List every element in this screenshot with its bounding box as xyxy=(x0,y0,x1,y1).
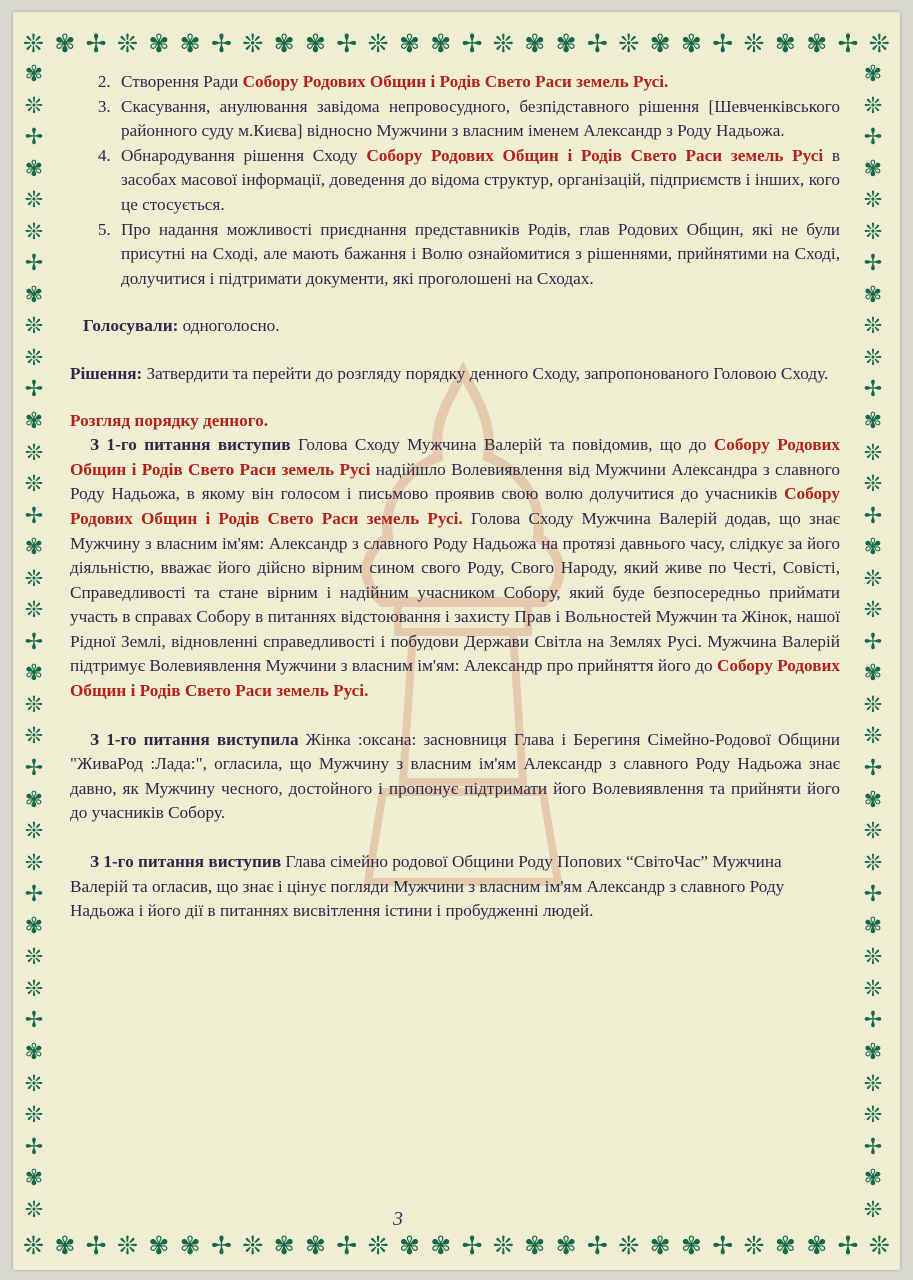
ornament-glyph: ✢ xyxy=(336,1230,358,1260)
ornament-glyph: ✢ xyxy=(210,1230,232,1260)
ornament-glyph: ❊ xyxy=(743,1230,765,1260)
ornament-glyph: ✢ xyxy=(863,1008,883,1034)
ornament-glyph: ✾ xyxy=(430,28,452,58)
ornament-border-top xyxy=(23,28,890,58)
vote-line xyxy=(70,314,840,339)
ornament-glyph: ✾ xyxy=(863,1166,883,1192)
ornament-glyph: ❊ xyxy=(863,692,883,718)
ornament-glyph: ❊ xyxy=(24,314,44,340)
ornament-glyph: ❊ xyxy=(23,28,44,58)
ornament-glyph: ✾ xyxy=(774,1230,796,1260)
ornament-glyph: ✢ xyxy=(863,629,883,655)
ornament-glyph: ❊ xyxy=(868,28,890,58)
ornament-glyph: ❊ xyxy=(24,472,44,498)
ornament-glyph: ✢ xyxy=(863,125,883,151)
ornament-glyph: ✾ xyxy=(24,156,44,182)
ornament-glyph: ❊ xyxy=(24,692,44,718)
ornament-glyph: ✢ xyxy=(586,1230,608,1260)
ornament-glyph: ✢ xyxy=(24,1008,44,1034)
ornament-glyph: ✾ xyxy=(863,409,883,435)
ornament-glyph: ✾ xyxy=(304,1230,326,1260)
ornament-glyph: ❊ xyxy=(863,314,883,340)
ornament-glyph: ❊ xyxy=(367,1230,389,1260)
ornament-glyph: ✢ xyxy=(863,756,883,782)
ornament-glyph: ❊ xyxy=(863,819,883,845)
ornament-glyph: ✢ xyxy=(24,629,44,655)
ornament-glyph: ❊ xyxy=(863,345,883,371)
ornament-glyph: ❊ xyxy=(868,1230,890,1260)
ornament-glyph: ✢ xyxy=(461,28,483,58)
ornament-glyph: ✢ xyxy=(24,882,44,908)
ornament-glyph: ❊ xyxy=(367,28,389,58)
ornament-glyph: ✾ xyxy=(680,28,702,58)
ornament-border-bottom xyxy=(23,1230,890,1260)
ornament-glyph: ✾ xyxy=(24,535,44,561)
ornament-glyph: ✾ xyxy=(555,1230,577,1260)
ornament-glyph: ✾ xyxy=(774,28,796,58)
ornament-glyph: ❊ xyxy=(24,1197,44,1223)
ornament-glyph: ❊ xyxy=(863,93,883,119)
ornament-glyph: ✾ xyxy=(863,535,883,561)
ornament-glyph: ❊ xyxy=(492,28,514,58)
ornament-glyph: ✢ xyxy=(336,28,358,58)
ornament-glyph: ✢ xyxy=(863,882,883,908)
ornament-glyph: ✢ xyxy=(24,503,44,529)
ornament-glyph: ❊ xyxy=(863,440,883,466)
ornament-glyph: ❊ xyxy=(116,28,138,58)
ornament-glyph: ✾ xyxy=(524,1230,546,1260)
ornament-glyph: ❊ xyxy=(863,1103,883,1129)
ornament-glyph: ✢ xyxy=(712,28,734,58)
ornament-glyph: ❊ xyxy=(24,1071,44,1097)
ornament-glyph: ❊ xyxy=(242,28,264,58)
ornament-glyph: ✾ xyxy=(398,28,420,58)
page-number: 3 xyxy=(393,1208,403,1230)
ornament-glyph: ✾ xyxy=(273,1230,295,1260)
ornament-glyph: ✾ xyxy=(24,787,44,813)
ornament-glyph: ✾ xyxy=(24,282,44,308)
ornament-glyph: ✾ xyxy=(54,28,76,58)
ornament-glyph: ✾ xyxy=(806,1230,828,1260)
ornament-glyph: ❊ xyxy=(24,188,44,214)
ornament-glyph: ✾ xyxy=(863,661,883,687)
ornament-glyph: ❊ xyxy=(863,724,883,750)
ornament-glyph: ❊ xyxy=(116,1230,138,1260)
ornament-glyph: ✾ xyxy=(863,913,883,939)
ornament-border-right xyxy=(859,64,887,1222)
ornament-glyph: ✢ xyxy=(85,28,107,58)
ornament-glyph: ❊ xyxy=(863,472,883,498)
ornament-glyph: ✾ xyxy=(24,1039,44,1065)
ornament-glyph: ✾ xyxy=(54,1230,76,1260)
ornament-glyph: ❊ xyxy=(24,93,44,119)
ornament-glyph: ✢ xyxy=(24,251,44,277)
ornament-glyph: ✾ xyxy=(680,1230,702,1260)
ornament-glyph: ✾ xyxy=(273,28,295,58)
list-item: 5. Про надання можливості приєднання представників Родів, глав Родових Общин, які не були присутні на Сході, але мають бажання і Волю ознайомитися з рішеннями, прийнятими на Сході, долучитися і підтримати документи, які проголошені на Сходах. xyxy=(115,218,840,292)
resolution-list xyxy=(70,70,840,291)
ornament-glyph: ✾ xyxy=(555,28,577,58)
ornament-glyph: ✾ xyxy=(304,28,326,58)
ornament-glyph: ❊ xyxy=(24,945,44,971)
ornament-glyph: ❊ xyxy=(492,1230,514,1260)
document-body xyxy=(70,70,840,924)
ornament-glyph: ✢ xyxy=(863,503,883,529)
decision-paragraph: Рішення: Затвердити та перейти до розгляду порядку денного Сходу, запропонованого Головою Сходу. xyxy=(70,363,829,383)
ornament-glyph: ✾ xyxy=(24,661,44,687)
list-item: 2. Створення Ради Собору Родових Общин і Родів Свето Раси земель Русі. xyxy=(115,70,840,95)
ornament-glyph: ❊ xyxy=(863,566,883,592)
ornament-glyph: ❊ xyxy=(863,219,883,245)
ornament-glyph: ✾ xyxy=(863,282,883,308)
ornament-glyph: ❊ xyxy=(863,1071,883,1097)
ornament-glyph: ❊ xyxy=(24,976,44,1002)
ornament-glyph: ❊ xyxy=(618,28,640,58)
ornament-glyph: ✢ xyxy=(24,125,44,151)
ornament-glyph: ✢ xyxy=(210,28,232,58)
ornament-glyph: ✾ xyxy=(863,62,883,87)
ornament-border-left xyxy=(20,64,48,1222)
ornament-glyph: ❊ xyxy=(24,219,44,245)
ornament-glyph: ✾ xyxy=(398,1230,420,1260)
ornament-glyph: ✾ xyxy=(863,156,883,182)
ornament-glyph: ❊ xyxy=(24,724,44,750)
speech-paragraph-3: З 1-го питання виступив Глава сімейно родової Общини Роду Попових “СвітоЧас” Мужчина Валерій та огласив, що знає і цінує погляди Мужчини з власним ім'ям Александр з славного Роду Надьожа і його дії в питаннях висвітлення істини і пробудженні людей. xyxy=(70,852,785,921)
vote-value: одноголосно. xyxy=(178,316,280,336)
ornament-glyph: ✾ xyxy=(24,1166,44,1192)
ornament-glyph: ❊ xyxy=(618,1230,640,1260)
ornament-glyph: ❊ xyxy=(863,976,883,1002)
ornament-glyph: ✾ xyxy=(649,1230,671,1260)
list-item: 4. Обнародування рішення Сходу Собору Родових Общин і Родів Свето Раси земель Русі в засобах масової інформації, доведення до відома структур, організацій, підприємств і інших, кого це стосується. xyxy=(115,144,840,218)
council-name: Собору Родових Общин і Родів Свето Раси земель Русі xyxy=(366,145,824,165)
ornament-glyph: ✾ xyxy=(863,1039,883,1065)
document-page xyxy=(13,12,900,1270)
ornament-glyph: ❊ xyxy=(863,1197,883,1223)
ornament-glyph: ❊ xyxy=(24,345,44,371)
ornament-glyph: ✢ xyxy=(586,28,608,58)
ornament-glyph: ❊ xyxy=(242,1230,264,1260)
ornament-glyph: ❊ xyxy=(743,28,765,58)
ornament-glyph: ✾ xyxy=(24,409,44,435)
speech-paragraph-2: З 1-го питання виступила Жінка :оксана: засновниця Глава і Берегиня Сімейно-Родової Общини "ЖиваРод :Лада:", огласила, що Мужчину з власним ім'ям Александр з славного Роду Надьожа знає давно, як Мужчину чесного, достойного і пропонує підтримати його Волевиявлення та прийняти його до учасників Собору. xyxy=(70,729,840,823)
ornament-glyph: ❊ xyxy=(863,945,883,971)
ornament-glyph: ❊ xyxy=(24,566,44,592)
ornament-glyph: ✾ xyxy=(24,913,44,939)
ornament-glyph: ✾ xyxy=(148,1230,170,1260)
ornament-glyph: ✢ xyxy=(24,756,44,782)
ornament-glyph: ✢ xyxy=(863,1134,883,1160)
ornament-glyph: ✢ xyxy=(24,377,44,403)
vote-label: Голосували: xyxy=(83,316,179,336)
agenda-heading: Розгляд порядку денного. xyxy=(70,410,269,430)
council-name: Собору Родових Общин і Родів Свето Раси земель Русі. xyxy=(70,484,840,528)
ornament-glyph: ✾ xyxy=(649,28,671,58)
ornament-glyph: ✢ xyxy=(461,1230,483,1260)
ornament-glyph: ❊ xyxy=(863,598,883,624)
ornament-glyph: ❊ xyxy=(24,1103,44,1129)
ornament-glyph: ❊ xyxy=(24,598,44,624)
ornament-glyph: ✢ xyxy=(712,1230,734,1260)
decision-label: Рішення: xyxy=(70,363,143,383)
ornament-glyph: ✢ xyxy=(863,377,883,403)
speech-paragraph-1: З 1-го питання виступив Голова Сходу Мужчина Валерій та повідомив, що до Собору Родових Общин і Родів Свето Раси земель Русі надійшло Волевиявлення від Мужчини Александра з славного Роду Надьожа, в якому він голосом і письмово проявив свою волю долучитися до учасників Собору Родових Общин і Родів Свето Раси земель Русі. Голова Сходу Мужчина Валерій додав, що знає Мужчину з власним ім'ям: Александр з славного Роду Надьожа на протязі давнього часу, слідкує за його діяльністю, вважає його дійсно вірним сином свого Роду, Свого Народу, який живе по Честі, Совісті, Справедливості та стане вірним і надійним учасником Собору, який буде безпосередньо приймати участь в справах Собору в питаннях відстоювання і захисту Прав і Вольностей Мужчин та Жінок, нашої Рідної Землі, відновленні справедливості і побудови Держави Світла на Землях Русі. Мужчина Валерій підтримує Волевиявлення Мужчини з власним ім'ям: Александр про прийняття його до Собору Родових Общин і Родів Свето Раси земель Русі. xyxy=(70,435,840,701)
ornament-glyph: ❊ xyxy=(863,850,883,876)
ornament-glyph: ✾ xyxy=(430,1230,452,1260)
ornament-glyph: ❊ xyxy=(24,850,44,876)
ornament-glyph: ✾ xyxy=(24,62,44,87)
ornament-glyph: ❊ xyxy=(23,1230,44,1260)
ornament-glyph: ❊ xyxy=(24,440,44,466)
ornament-glyph: ✾ xyxy=(179,28,201,58)
ornament-glyph: ✢ xyxy=(837,1230,859,1260)
ornament-glyph: ✢ xyxy=(24,1134,44,1160)
ornament-glyph: ✾ xyxy=(148,28,170,58)
ornament-glyph: ✢ xyxy=(863,251,883,277)
ornament-glyph: ✾ xyxy=(863,787,883,813)
list-item: 3. Скасування, анулювання завідома непровосудного, безпідставного рішення [Шевченківського районного суду м.Києва] відносно Мужчини з власним іменем Александр з Роду Надьожа. xyxy=(115,95,840,144)
ornament-glyph: ✢ xyxy=(837,28,859,58)
ornament-glyph: ✾ xyxy=(806,28,828,58)
ornament-glyph: ✾ xyxy=(179,1230,201,1260)
council-name: Собору Родових Общин і Родів Свето Раси земель Русі. xyxy=(242,72,669,91)
ornament-glyph: ✾ xyxy=(524,28,546,58)
ornament-glyph: ❊ xyxy=(863,188,883,214)
council-name: Собору Родових Общин і Родів Свето Раси земель Русі. xyxy=(70,656,840,701)
ornament-glyph: ✢ xyxy=(85,1230,107,1260)
ornament-glyph: ❊ xyxy=(24,819,44,845)
council-name: Собору Родових Общин і Родів Свето Раси земель Русі xyxy=(70,435,840,479)
